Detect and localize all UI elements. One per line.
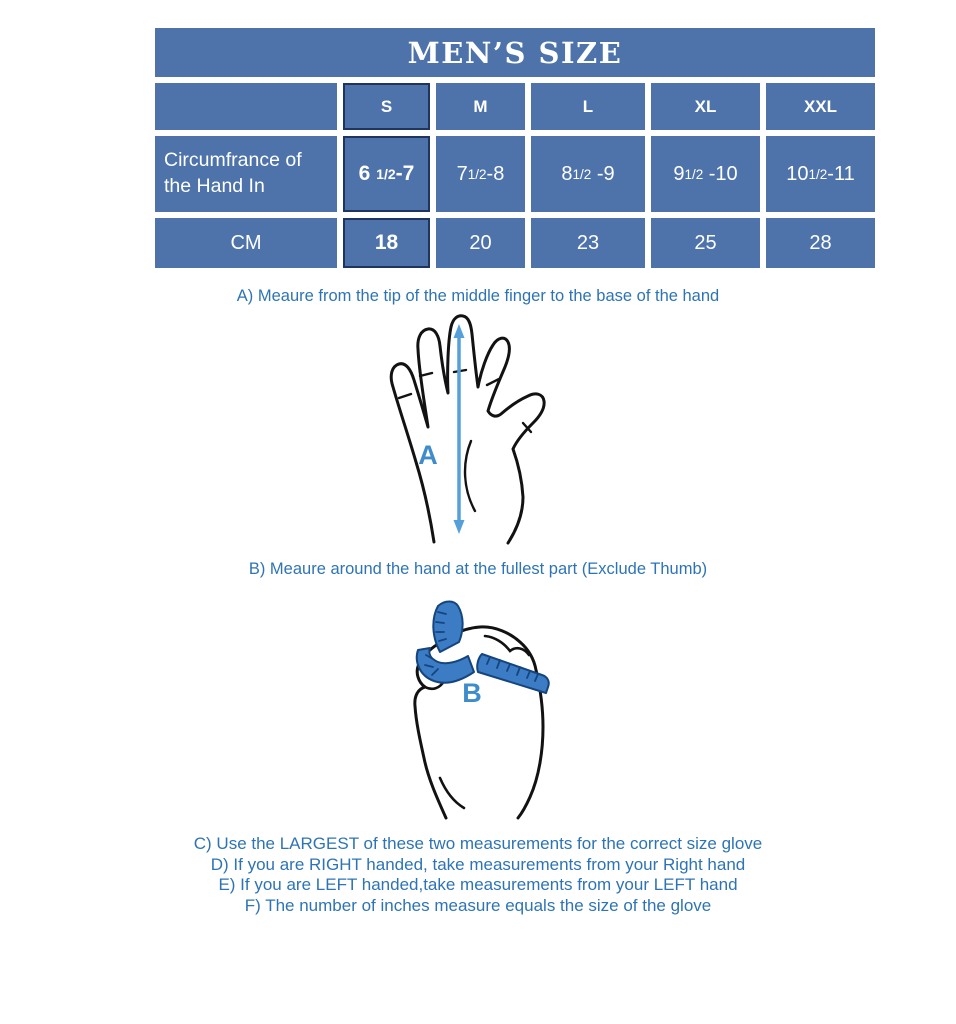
row-label-cm: CM xyxy=(155,218,337,268)
cell-inches-m: 7 1/2 -8 xyxy=(436,136,525,212)
note-inches-equal-size: F) The number of inches measure equals the size of the glove xyxy=(244,895,712,915)
note-measure-length: A) Meaure from the tip of the middle finger to the base of the hand xyxy=(236,287,720,305)
note-left-hand: E) If you are LEFT handed,take measurements from your LEFT hand xyxy=(218,875,738,895)
cell-header-blank xyxy=(155,83,337,130)
cell-header-s: S xyxy=(343,83,430,130)
cell-cm-xl: 25 xyxy=(651,218,760,268)
notes-block xyxy=(0,834,956,916)
note-right-hand: D) If you are RIGHT handed, take measurements from your Right hand xyxy=(210,854,746,874)
fist-illustration xyxy=(382,592,592,824)
mens-size-table xyxy=(155,28,875,268)
note-measure-circumference: B) Meaure around the hand at the fullest part (Exclude Thumb) xyxy=(248,560,708,578)
fist-outline xyxy=(415,627,543,818)
cell-header-l: L xyxy=(531,83,645,130)
cell-inches-xxl: 10 1/2 -11 xyxy=(766,136,875,212)
cell-cm-xxl: 28 xyxy=(766,218,875,268)
cell-inches-s: 6 1/2 -7 xyxy=(343,136,430,212)
hand-diagram-label: A xyxy=(418,440,438,470)
note-largest: C) Use the LARGEST of these two measurements for the correct size glove xyxy=(193,834,763,853)
cell-header-m: M xyxy=(436,83,525,130)
table-title: MEN’S SIZE xyxy=(155,28,875,77)
fist-diagram-label: B xyxy=(462,678,482,708)
cell-inches-l: 8 1/2 -9 xyxy=(531,136,645,212)
cell-cm-l: 23 xyxy=(531,218,645,268)
cell-header-xl: XL xyxy=(651,83,760,130)
size-grid xyxy=(155,83,875,268)
row-label-inches: Circumfrance of the Hand In xyxy=(155,136,337,212)
cell-header-xxl: XXL xyxy=(766,83,875,130)
cell-cm-s: 18 xyxy=(343,218,430,268)
open-hand-illustration xyxy=(358,312,602,548)
hand-outline xyxy=(391,316,544,543)
cell-cm-m: 20 xyxy=(436,218,525,268)
cell-inches-xl: 9 1/2 -10 xyxy=(651,136,760,212)
